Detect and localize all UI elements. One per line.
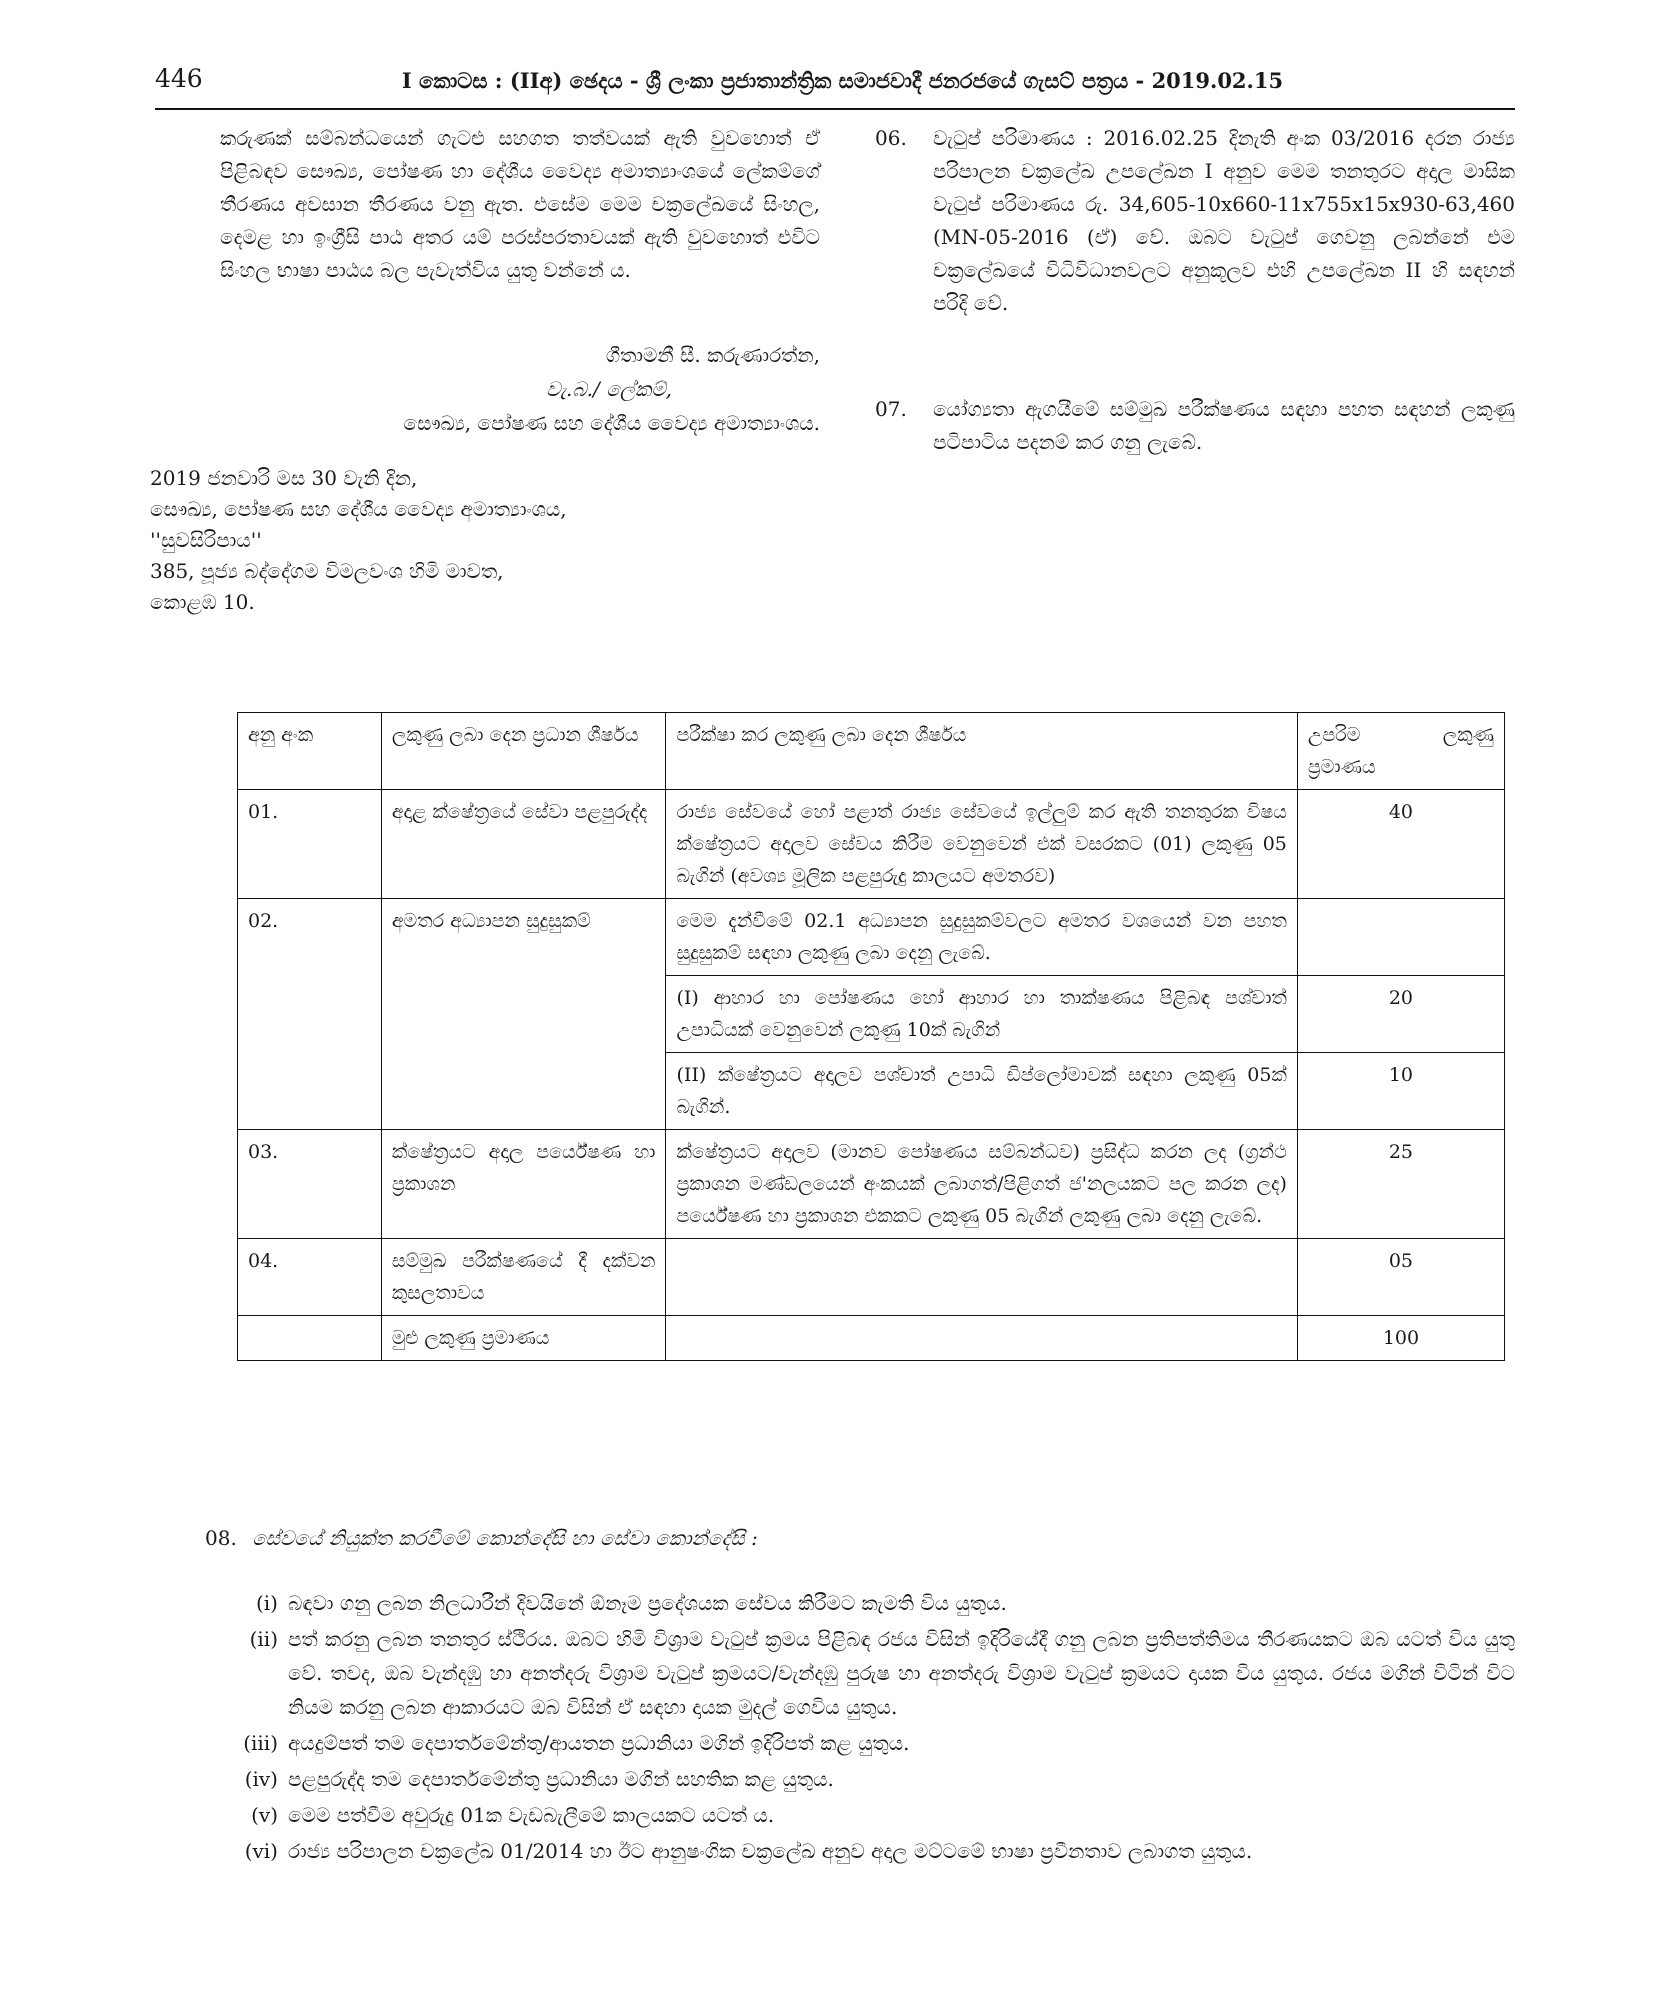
row-number: 01. [238, 790, 382, 899]
main-criterion: ක්ෂේත්‍රයට අදාල පර්යේෂණ හා ප්‍රකාශන [381, 1130, 666, 1239]
total-label: මුළු ලකුණු ප්‍රමාණය [381, 1316, 666, 1361]
condition-number: (i) [255, 1591, 278, 1615]
condition-item [240, 1726, 1515, 1760]
header-cell [1297, 713, 1504, 790]
main-criterion: අමතර අධ්‍යාපන සුදුසුකම් [381, 899, 666, 1130]
condition-item [240, 1586, 1515, 1620]
section-06 [875, 122, 1515, 362]
condition-text: මෙම පත්වීම අවුරුදු 01ක වැඩබැලීමේ කාලයකට යටත් ය. [288, 1803, 775, 1827]
section-number: 08. [205, 1526, 237, 1550]
header-cell: පරීක්ෂා කර ලකුණු ලබා දෙන ශීර්ෂය [666, 713, 1297, 790]
header-rule [155, 108, 1515, 110]
conditions-list [240, 1586, 1515, 1870]
condition-number: (vi) [244, 1839, 278, 1863]
condition-item [240, 1762, 1515, 1796]
signatory-name: ගීතාමනී සී. කරුණාරත්න, [605, 343, 820, 367]
page-header [155, 58, 1350, 98]
language-clause-paragraph: කරුණක් සම්බන්ධයෙන් ගැටළු සහගත තත්වයක් ඇති වුවහොත් ඒ පිළිබඳව සෞඛ්‍ය, පෝෂණ හා දේශීය වෛද්‍ය අමාත්‍යාංශයේ ලේකම්ගේ තීරණය අවසාන තීරණය වනු ඇත. එසේම මෙම චක්‍රලේඛයේ සිංහල, දෙමළ හා ඉංග්‍රීසි පාඨ අතර යම් පරස්පරතාවයක් ඇති වුවහොත් එවිට සිංහල භාෂා පාඨය බල පැවැත්විය යුතු වන්නේ ය. [220, 126, 820, 282]
row-number: 02. [238, 899, 382, 1130]
condition-item [240, 1622, 1515, 1724]
row-number: 03. [238, 1130, 382, 1239]
condition-text: අයදුම්පත් තම දෙපාර්තමේන්තු/ආයතන ප්‍රධානියා මගින් ඉදිරිපත් කළ යුතුය. [288, 1731, 910, 1755]
main-criterion: සම්මුඛ පරීක්ෂණයේ දී දක්වන කුසලතාවය [381, 1239, 666, 1316]
condition-number: (v) [251, 1803, 278, 1827]
left-column [220, 122, 820, 287]
page-number: 446 [155, 64, 203, 93]
criterion-description: මෙම දැන්වීමේ 02.1 අධ්‍යාපන සුදුසුකම්වලට අමතර වශයෙන් වන පහත සුදුසුකම් සඳහා ලකුණු ලබා දෙනු ලැබේ. [666, 899, 1297, 976]
table-row [238, 899, 1505, 976]
max-marks: 20 [1297, 976, 1504, 1053]
address-line: 2019 ජනවාරි මස 30 වැනි දින, [150, 466, 418, 490]
total-marks: 100 [1297, 1316, 1504, 1361]
header-word: ලකුණු [1442, 724, 1494, 746]
address-line: 385, පූජ්‍ය බද්දේගම විමලවංශ හිමි මාවත, [150, 559, 504, 583]
max-marks: 10 [1297, 1053, 1504, 1130]
header-word: උපරිම [1307, 724, 1361, 746]
gazette-title: I කොටස : (IIඅ) ඡෙදය - ශ්‍රී ලංකා ප්‍රජාතාන්ත්‍රික සමාජවාදී ජනරජයේ ගැසට් පත්‍රය - 2019.02.15 [401, 68, 1284, 93]
row-number: 04. [238, 1239, 382, 1316]
section-number: 06. [875, 126, 907, 150]
max-marks: 05 [1297, 1239, 1504, 1316]
section-title: සේවයේ නියුක්ත කරවීමේ කොන්දේසි හා සේවා කොන්දේසි : [252, 1526, 758, 1550]
header-cell: ලකුණු ලබා දෙන ප්‍රධාන ශීර්ෂය [381, 713, 666, 790]
signatory-position: වැ.බ./ ලේකම්, [546, 377, 672, 401]
table-row [238, 790, 1505, 899]
table-header-row [238, 713, 1505, 790]
sub-criterion: (I) ආහාර හා පෝෂණය හෝ ආහාර හා තාක්ෂණය පිළිබඳ පශ්චාත් උපාධියක් වෙනුවෙන් ලකුණු 10ක් බැගින් [666, 976, 1297, 1053]
signature-block [220, 338, 820, 440]
criterion-description: රාජ්‍ය සේවයේ හෝ පළාත් රාජ්‍ය සේවයේ ඉල්ලුම් කර ඇති තනතුරක විෂය ක්ෂේත්‍රයට අදාලව සේවය කිරීම වෙනුවෙන් එක් වසරකට (01) ලකුණු 05 බැගින් (අවශ්‍ය මූලික පළපුරුදු කාලයට අමතරව) [666, 790, 1297, 899]
signatory-ministry: සෞඛ්‍ය, පෝෂණ සහ දේශීය වෛද්‍ය අමාත්‍යාංශය. [403, 411, 820, 435]
max-marks [1297, 899, 1504, 976]
condition-text: පළපුරුද්ද තම දෙපාර්තමේන්තු ප්‍රධානියා මගින් සහතික කළ යුතුය. [288, 1767, 834, 1791]
criterion-description [666, 1239, 1297, 1316]
marking-scheme-intro: යෝග්‍යතා ඇගයීමේ සම්මුඛ පරීක්ෂණය සඳහා පහත සඳහන් ලකුණු පටිපාටිය පදනම් කර ගනු ලැබේ. [933, 397, 1515, 454]
condition-number: (iv) [244, 1767, 278, 1791]
condition-number: (iii) [243, 1731, 278, 1755]
salary-scale-text: වැටුප් පරිමාණය : 2016.02.25 දිනැති අංක 03/2016 දරන රාජ්‍ය පරිපාලන චක්‍රලේඛ උපලේඛන I අනුව මෙම තනතුරට අදාල මාසික වැටුප් පරිමාණය රු. 34,605-10x660-11x755x15x930-63,460 (MN-05-2016 (ඒ) වේ. ඔබට වැටුප් ගෙවනු ලබන්නේ එම චක්‍රලේඛයේ විධිවිධානවලට අනුකූලව එහි උපලේඛන II හි සඳහන් පරිදි වේ. [933, 126, 1515, 315]
marking-scheme-table [237, 712, 1505, 1361]
max-marks: 40 [1297, 790, 1504, 899]
table-row [238, 1239, 1505, 1316]
condition-item [240, 1798, 1515, 1832]
table-total-row [238, 1316, 1505, 1361]
section-07 [875, 393, 1515, 473]
header-word: ප්‍රමාණය [1307, 756, 1376, 778]
condition-text: පත් කරනු ලබන තනතුර ස්ථිරය. ඔබට හිමි විශ්‍රාම වැටුප් ක්‍රමය පිළිබඳ රජය විසින් ඉදිරියේදී ගනු ලබන ප්‍රතිපත්තිමය තීරණයකට ඔබ යටත් විය යුතු වේ. තවද, ඔබ වැන්දඹු හා අනත්දරු විශ්‍රාම වැටුප් ක්‍රමයට/වැන්දඹු පුරුෂ හා අනත්දරු විශ්‍රාම වැටුප් ක්‍රමයට දායක විය යුතුය. රජය මගින් විටින් විට නියම කරනු ලබන ආකාරයට ඔබ විසින් ඒ සඳහා දායක මුදල් ගෙවිය යුතුය. [288, 1627, 1515, 1719]
address-block [150, 463, 750, 618]
condition-text: බඳවා ගනු ලබන නිලධාරීන් දිවයිනේ ඕනෑම ප්‍රදේශයක සේවය කිරීමට කැමති විය යුතුය. [288, 1591, 1007, 1615]
sub-criterion: (II) ක්ෂේත්‍රයට අදාලව පශ්චාත් උපාධි ඩිප්ලෝමාවක් සඳහා ලකුණු 05ක් බැගින්. [666, 1053, 1297, 1130]
condition-item [240, 1834, 1515, 1868]
header-cell: අනු අංක [238, 713, 382, 790]
condition-text: රාජ්‍ය පරිපාලන චක්‍රලේඛ 01/2014 හා ඊට ආනුෂංගික චක්‍රලේඛ අනුව අදාල මට්ටමේ භාෂා ප්‍රවීනතාව ලබාගත යුතුය. [288, 1839, 1253, 1863]
section-number: 07. [875, 397, 907, 421]
criterion-description: ක්ෂේත්‍රයට අදාලව (මානව පෝෂණය සම්බන්ධව) ප්‍රසිද්ධ කරන ලද (ග්‍රන්ථ ප්‍රකාශන මණ්ඩලයෙන් අංකයක් ලබාගත්/පිළිගත් ජ'නලයකට පල කරන ලද) පර්යේෂණ හා ප්‍රකාශන එකකට ලකුණු 05 බැගින් ලකුණු ලබා දෙනු ලැබේ. [666, 1130, 1297, 1239]
address-line: කොළඹ 10. [150, 590, 255, 614]
address-line: සෞඛ්‍ය, පෝෂණ සහ දේශීය වෛද්‍ය අමාත්‍යාංශය, [150, 497, 567, 521]
max-marks: 25 [1297, 1130, 1504, 1239]
main-criterion: අදාළ ක්ෂේත්‍රයේ සේවා පළපුරුද්ද [381, 790, 666, 899]
address-line: ''සුවසිරිපාය'' [150, 528, 262, 552]
table-row [238, 1130, 1505, 1239]
empty-cell [238, 1316, 382, 1361]
condition-number: (ii) [249, 1627, 278, 1651]
empty-cell [666, 1316, 1297, 1361]
